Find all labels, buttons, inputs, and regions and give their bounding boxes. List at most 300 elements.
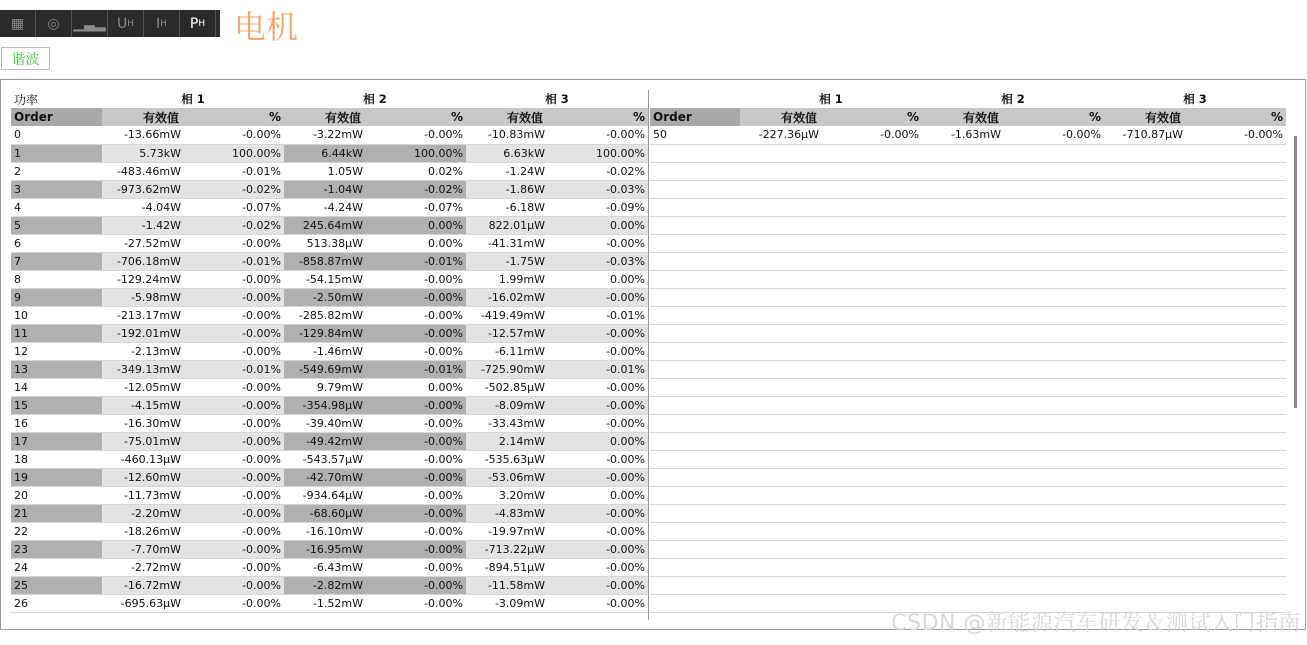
rms-value-cell: -8.09mW (466, 396, 557, 414)
percent-cell: -0.00% (375, 540, 466, 558)
harmonic-table-left[interactable] (11, 90, 648, 620)
percent-cell: 0.00% (375, 234, 466, 252)
percent-cell: -0.01% (193, 360, 284, 378)
empty-row (650, 252, 1286, 270)
percent-cell: -0.00% (557, 450, 648, 468)
empty-row (650, 540, 1286, 558)
empty-cell (922, 288, 1013, 306)
corner-cell (650, 90, 740, 108)
empty-cell (1013, 342, 1104, 360)
percent-cell: -0.00% (375, 504, 466, 522)
rms-value-cell: -354.98µW (284, 396, 375, 414)
rms-value-cell: -1.46mW (284, 342, 375, 360)
empty-row (650, 162, 1286, 180)
percent-cell: -0.00% (375, 594, 466, 612)
empty-cell (831, 396, 922, 414)
table-row[interactable] (11, 504, 648, 522)
empty-cell (1013, 360, 1104, 378)
empty-cell (740, 378, 831, 396)
order-cell: 11 (11, 324, 102, 342)
table-row[interactable] (11, 180, 648, 198)
percent-cell: 0.00% (375, 378, 466, 396)
empty-cell (1013, 522, 1104, 540)
table-row[interactable] (11, 432, 648, 450)
empty-cell (1013, 558, 1104, 576)
empty-cell (650, 252, 740, 270)
rms-header[interactable]: 有效值 (102, 108, 193, 126)
percent-cell: -0.00% (193, 414, 284, 432)
empty-cell (1104, 558, 1195, 576)
percent-cell: -0.00% (557, 288, 648, 306)
circle-icon: ◎ (47, 15, 60, 32)
percent-cell: 0.00% (375, 216, 466, 234)
order-cell: 8 (11, 270, 102, 288)
empty-cell (831, 558, 922, 576)
empty-cell (922, 324, 1013, 342)
empty-cell (831, 504, 922, 522)
rms-value-cell: 245.64mW (284, 216, 375, 234)
order-cell: 13 (11, 360, 102, 378)
empty-cell (1013, 288, 1104, 306)
percent-cell: -0.00% (193, 126, 284, 144)
empty-cell (1195, 162, 1286, 180)
empty-cell (650, 378, 740, 396)
empty-cell (650, 306, 740, 324)
empty-row (650, 198, 1286, 216)
order-cell: 0 (11, 126, 102, 144)
percent-cell: -0.00% (193, 576, 284, 594)
harmonic-button[interactable]: 谐波 (1, 47, 50, 70)
percent-header[interactable]: % (831, 108, 922, 126)
table-row[interactable] (11, 162, 648, 180)
percent-cell: -0.00% (193, 504, 284, 522)
percent-cell: -0.00% (375, 306, 466, 324)
empty-cell (831, 576, 922, 594)
empty-cell (831, 468, 922, 486)
table-row[interactable] (11, 288, 648, 306)
percent-cell: -0.02% (375, 180, 466, 198)
empty-cell (922, 180, 1013, 198)
rms-value-cell: 9.79mW (284, 378, 375, 396)
percent-cell: -0.00% (557, 576, 648, 594)
empty-cell (650, 270, 740, 288)
table-row[interactable] (11, 468, 648, 486)
table-icon: ▦ (10, 15, 25, 32)
percent-cell: 0.00% (557, 486, 648, 504)
rms-value-cell: 6.44kW (284, 144, 375, 162)
table-row[interactable] (11, 522, 648, 540)
table-row[interactable] (11, 558, 648, 576)
empty-cell (922, 306, 1013, 324)
empty-cell (1013, 270, 1104, 288)
order-cell: 21 (11, 504, 102, 522)
harmonic-subscript: H (127, 18, 135, 29)
order-cell: 10 (11, 306, 102, 324)
table-row[interactable] (11, 270, 648, 288)
empty-row (650, 396, 1286, 414)
percent-cell: -0.02% (193, 216, 284, 234)
phase-3-header: 相 3 (545, 92, 569, 106)
rms-value-cell: -543.57µW (284, 450, 375, 468)
table-row[interactable] (11, 378, 648, 396)
rms-value-cell: -1.24W (466, 162, 557, 180)
percent-cell: -0.00% (375, 432, 466, 450)
order-cell: 15 (11, 396, 102, 414)
rms-value-cell: -227.36µW (740, 126, 831, 144)
rms-value-cell: -460.13µW (102, 450, 193, 468)
rms-header[interactable]: 有效值 (466, 108, 557, 126)
order-cell: 16 (11, 414, 102, 432)
empty-cell (740, 594, 831, 612)
rms-value-cell: -4.15mW (102, 396, 193, 414)
rms-value-cell: -4.83mW (466, 504, 557, 522)
page-title: 电机 (234, 8, 299, 46)
rms-value-cell: -858.87mW (284, 252, 375, 270)
rms-value-cell: -129.24mW (102, 270, 193, 288)
empty-cell (650, 216, 740, 234)
empty-cell (650, 540, 740, 558)
rms-value-cell: -1.04W (284, 180, 375, 198)
empty-cell (1195, 144, 1286, 162)
empty-cell (831, 540, 922, 558)
percent-cell: -0.00% (193, 306, 284, 324)
empty-row (650, 468, 1286, 486)
percent-cell: -0.00% (557, 342, 648, 360)
percent-cell: -0.00% (557, 522, 648, 540)
table-row[interactable] (11, 144, 648, 162)
table-row[interactable] (650, 126, 1286, 144)
empty-cell (740, 558, 831, 576)
watermark-text: CSDN @新能源汽车研发＆测试入门指南 (891, 611, 1301, 636)
empty-cell (1104, 522, 1195, 540)
empty-cell (1195, 486, 1286, 504)
empty-cell (740, 432, 831, 450)
empty-cell (831, 342, 922, 360)
percent-cell: -0.02% (557, 162, 648, 180)
empty-cell (1013, 234, 1104, 252)
percent-cell: -0.00% (193, 486, 284, 504)
phase-2-header: 相 2 (363, 92, 387, 106)
order-header[interactable]: Order (11, 108, 102, 126)
percent-header[interactable]: % (557, 108, 648, 126)
percent-cell: -0.00% (193, 270, 284, 288)
empty-cell (922, 270, 1013, 288)
percent-cell: -0.02% (193, 180, 284, 198)
rms-value-cell: 1.05W (284, 162, 375, 180)
percent-cell: -0.00% (557, 468, 648, 486)
table-row[interactable] (11, 360, 648, 378)
rms-value-cell: -54.15mW (284, 270, 375, 288)
empty-cell (650, 414, 740, 432)
order-cell: 4 (11, 198, 102, 216)
empty-cell (1013, 378, 1104, 396)
order-cell: 2 (11, 162, 102, 180)
empty-cell (1195, 288, 1286, 306)
table-row[interactable] (11, 540, 648, 558)
empty-cell (1104, 342, 1195, 360)
bar-chart-icon: ▁▃▂ (73, 15, 106, 32)
percent-cell: -0.00% (557, 558, 648, 576)
percent-header[interactable]: % (1013, 108, 1104, 126)
toolbar (0, 10, 220, 37)
empty-cell (922, 342, 1013, 360)
rms-value-cell: 1.99mW (466, 270, 557, 288)
empty-cell (740, 342, 831, 360)
circle-icon-button[interactable] (36, 10, 72, 37)
percent-cell: -0.00% (375, 288, 466, 306)
empty-row (650, 342, 1286, 360)
percent-cell: -0.00% (193, 522, 284, 540)
table-row[interactable] (11, 126, 648, 144)
rms-value-cell: -68.60µW (284, 504, 375, 522)
order-cell: 17 (11, 432, 102, 450)
empty-cell (650, 180, 740, 198)
percent-cell: -0.00% (193, 594, 284, 612)
rms-header[interactable]: 有效值 (740, 108, 831, 126)
rms-value-cell: -213.17mW (102, 306, 193, 324)
rms-value-cell: -1.63mW (922, 126, 1013, 144)
empty-cell (831, 288, 922, 306)
empty-cell (922, 576, 1013, 594)
empty-cell (740, 576, 831, 594)
empty-cell (922, 414, 1013, 432)
empty-cell (740, 162, 831, 180)
empty-cell (1195, 216, 1286, 234)
empty-cell (1013, 216, 1104, 234)
empty-cell (831, 378, 922, 396)
rms-value-cell: -27.52mW (102, 234, 193, 252)
empty-cell (831, 360, 922, 378)
empty-cell (1013, 504, 1104, 522)
empty-cell (922, 162, 1013, 180)
percent-cell: -0.00% (193, 234, 284, 252)
percent-cell: -0.00% (1013, 126, 1104, 144)
table-row[interactable] (11, 342, 648, 360)
empty-cell (831, 306, 922, 324)
percent-cell: -0.00% (193, 432, 284, 450)
harmonic-table (650, 90, 1286, 613)
empty-cell (1195, 360, 1286, 378)
percent-cell: -0.07% (193, 198, 284, 216)
empty-cell (922, 234, 1013, 252)
phase-1-header: 相 1 (181, 92, 205, 106)
rms-value-cell: -192.01mW (102, 324, 193, 342)
percent-cell: -0.00% (193, 342, 284, 360)
rms-value-cell: -16.30mW (102, 414, 193, 432)
percent-cell: -0.00% (193, 450, 284, 468)
table-row[interactable] (11, 324, 648, 342)
percent-cell: -0.00% (831, 126, 922, 144)
percent-cell: -0.00% (375, 270, 466, 288)
empty-cell (1013, 306, 1104, 324)
percent-cell: -0.00% (193, 468, 284, 486)
percent-cell: -0.00% (557, 504, 648, 522)
rms-header[interactable]: 有效值 (1104, 108, 1195, 126)
empty-cell (650, 486, 740, 504)
rms-value-cell: -12.05mW (102, 378, 193, 396)
power-harmonic-icon: P (189, 15, 199, 32)
bar-chart-icon-button[interactable] (72, 10, 108, 37)
empty-cell (1013, 414, 1104, 432)
empty-cell (1013, 198, 1104, 216)
table-row[interactable] (11, 594, 648, 612)
empty-cell (650, 288, 740, 306)
order-cell: 22 (11, 522, 102, 540)
table-row[interactable] (11, 234, 648, 252)
empty-row (650, 234, 1286, 252)
empty-cell (922, 522, 1013, 540)
table-icon-button[interactable] (0, 10, 36, 37)
empty-cell (650, 522, 740, 540)
table-row[interactable] (11, 414, 648, 432)
rms-header[interactable]: 有效值 (284, 108, 375, 126)
empty-cell (1104, 414, 1195, 432)
current-harmonic-button[interactable] (144, 10, 180, 37)
empty-cell (922, 558, 1013, 576)
voltage-harmonic-button[interactable] (108, 10, 144, 37)
order-cell: 14 (11, 378, 102, 396)
empty-cell (650, 342, 740, 360)
power-harmonic-button[interactable] (180, 10, 216, 37)
rms-value-cell: -695.63µW (102, 594, 193, 612)
empty-cell (1104, 234, 1195, 252)
empty-row (650, 450, 1286, 468)
rms-value-cell: -42.70mW (284, 468, 375, 486)
rms-value-cell: -6.18W (466, 198, 557, 216)
percent-cell: 0.00% (557, 216, 648, 234)
percent-cell: -0.03% (557, 252, 648, 270)
table-row[interactable] (11, 576, 648, 594)
table-row[interactable] (11, 396, 648, 414)
empty-cell (740, 360, 831, 378)
empty-cell (650, 396, 740, 414)
empty-cell (831, 414, 922, 432)
empty-cell (831, 234, 922, 252)
percent-header[interactable]: % (375, 108, 466, 126)
empty-cell (1104, 162, 1195, 180)
rms-value-cell: -3.09mW (466, 594, 557, 612)
rms-header[interactable]: 有效值 (922, 108, 1013, 126)
table-row[interactable] (11, 198, 648, 216)
empty-cell (650, 162, 740, 180)
empty-cell (922, 378, 1013, 396)
harmonic-panel (0, 79, 1306, 630)
empty-cell (1195, 324, 1286, 342)
empty-cell (1104, 198, 1195, 216)
vertical-scrollbar[interactable] (1294, 136, 1297, 408)
percent-cell: 100.00% (375, 144, 466, 162)
table-row[interactable] (11, 450, 648, 468)
table-row[interactable] (11, 216, 648, 234)
percent-cell: -0.00% (193, 396, 284, 414)
percent-cell: -0.00% (193, 288, 284, 306)
rms-value-cell: -19.97mW (466, 522, 557, 540)
empty-cell (922, 450, 1013, 468)
empty-cell (831, 216, 922, 234)
empty-cell (650, 576, 740, 594)
empty-cell (1195, 180, 1286, 198)
empty-cell (1195, 198, 1286, 216)
percent-header[interactable]: % (1195, 108, 1286, 126)
percent-cell: -0.00% (193, 558, 284, 576)
rms-value-cell: -33.43mW (466, 414, 557, 432)
empty-cell (1104, 324, 1195, 342)
empty-row (650, 144, 1286, 162)
percent-cell: 100.00% (557, 144, 648, 162)
order-header[interactable]: Order (650, 108, 740, 126)
rms-value-cell: -535.63µW (466, 450, 557, 468)
empty-cell (1104, 306, 1195, 324)
rms-value-cell: -12.57mW (466, 324, 557, 342)
empty-cell (650, 360, 740, 378)
empty-cell (922, 216, 1013, 234)
empty-cell (1104, 252, 1195, 270)
rms-value-cell: -549.69mW (284, 360, 375, 378)
empty-cell (1013, 162, 1104, 180)
percent-header[interactable]: % (193, 108, 284, 126)
phase-3-header: 相 3 (1183, 92, 1207, 106)
empty-cell (831, 162, 922, 180)
empty-cell (1104, 450, 1195, 468)
empty-cell (1104, 486, 1195, 504)
rms-value-cell: -1.42W (102, 216, 193, 234)
rms-value-cell: -2.72mW (102, 558, 193, 576)
percent-cell: -0.00% (375, 522, 466, 540)
empty-cell (1013, 396, 1104, 414)
empty-cell (1195, 270, 1286, 288)
percent-cell: -0.00% (375, 126, 466, 144)
empty-row (650, 486, 1286, 504)
rms-value-cell: -894.51µW (466, 558, 557, 576)
percent-cell: -0.00% (193, 540, 284, 558)
percent-cell: -0.00% (375, 324, 466, 342)
rms-value-cell: -13.66mW (102, 126, 193, 144)
empty-cell (831, 432, 922, 450)
order-cell: 6 (11, 234, 102, 252)
rms-value-cell: -6.43mW (284, 558, 375, 576)
table-row[interactable] (11, 306, 648, 324)
order-cell: 9 (11, 288, 102, 306)
table-row[interactable] (11, 486, 648, 504)
empty-row (650, 378, 1286, 396)
rms-value-cell: -16.02mW (466, 288, 557, 306)
empty-cell (1195, 468, 1286, 486)
empty-cell (922, 252, 1013, 270)
empty-cell (922, 396, 1013, 414)
rms-value-cell: 3.20mW (466, 486, 557, 504)
order-cell: 24 (11, 558, 102, 576)
empty-cell (1104, 270, 1195, 288)
percent-cell: -0.00% (557, 126, 648, 144)
rms-value-cell: -2.13mW (102, 342, 193, 360)
harmonic-table (11, 90, 648, 613)
empty-cell (740, 198, 831, 216)
empty-cell (922, 360, 1013, 378)
table-row[interactable] (11, 252, 648, 270)
empty-cell (740, 468, 831, 486)
rms-value-cell: -502.85µW (466, 378, 557, 396)
rms-value-cell: -16.10mW (284, 522, 375, 540)
column-divider (648, 90, 649, 620)
empty-cell (740, 414, 831, 432)
empty-cell (1104, 288, 1195, 306)
rms-value-cell: -706.18mW (102, 252, 193, 270)
rms-value-cell: -349.13mW (102, 360, 193, 378)
order-cell: 18 (11, 450, 102, 468)
rms-value-cell: 822.01µW (466, 216, 557, 234)
rms-value-cell: -419.49mW (466, 306, 557, 324)
harmonic-table-right[interactable] (650, 90, 1298, 620)
